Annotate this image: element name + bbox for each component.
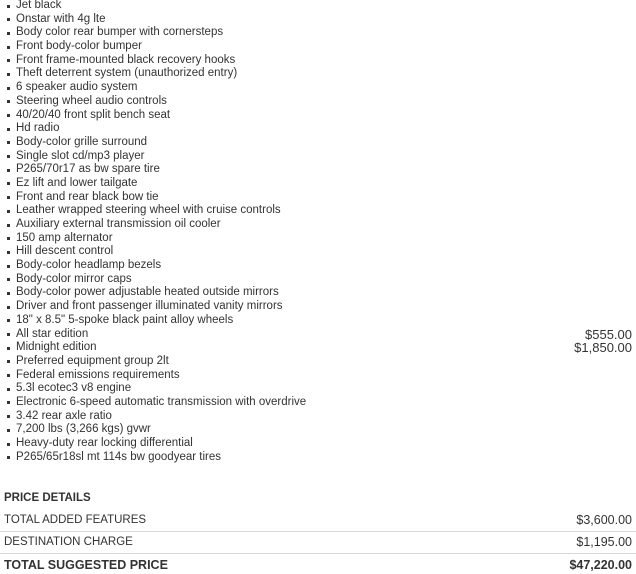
feature-label: Federal emissions requirements (16, 368, 180, 381)
feature-label: Electronic 6-speed automatic transmission with overdrive (16, 395, 307, 408)
total-added-features-label: TOTAL ADDED FEATURES (4, 514, 147, 526)
feature-label: 150 amp alternator (16, 231, 113, 244)
feature-item (0, 67, 636, 81)
total-suggested-price-label: TOTAL SUGGESTED PRICE (4, 558, 168, 572)
feature-label: 7,200 lbs (3,266 kgs) gvwr (16, 423, 151, 436)
feature-label: 40/20/40 front split bench seat (16, 108, 171, 121)
feature-item (0, 396, 636, 410)
feature-item (0, 122, 636, 136)
feature-item (0, 26, 636, 40)
feature-item (0, 341, 636, 355)
feature-label: Hd radio (16, 122, 60, 135)
feature-item (0, 437, 636, 451)
feature-item (0, 273, 636, 287)
feature-label: Midnight edition (16, 341, 97, 354)
feature-item (0, 204, 636, 218)
feature-label: Body color rear bumper with cornersteps (16, 26, 224, 39)
feature-item (0, 300, 636, 314)
feature-label: 6 speaker audio system (16, 81, 138, 94)
feature-label: Onstar with 4g lte (16, 12, 106, 25)
feature-label: 18" x 8.5" 5-spoke black paint alloy wheels (16, 313, 234, 326)
feature-label: Single slot cd/mp3 player (16, 149, 145, 162)
feature-item (0, 81, 636, 95)
feature-label: Leather wrapped steering wheel with cruise controls (16, 204, 281, 217)
feature-label: Ez lift and lower tailgate (16, 176, 138, 189)
feature-item (0, 54, 636, 68)
feature-label: Heavy-duty rear locking differential (16, 437, 193, 449)
feature-item (0, 259, 636, 273)
feature-item (0, 369, 636, 383)
feature-label: Body-color headlamp bezels (16, 259, 162, 272)
feature-item (0, 150, 636, 164)
feature-item (0, 355, 636, 369)
feature-label: Driver and front passenger illuminated vanity mirrors (16, 300, 283, 313)
feature-label: Hill descent control (16, 245, 114, 258)
feature-item (0, 218, 636, 232)
destination-charge-value: $1,195.00 (576, 535, 632, 549)
feature-item (0, 13, 636, 27)
feature-label: All star edition (16, 327, 89, 340)
feature-label: Jet black (16, 0, 62, 11)
divider (0, 553, 636, 554)
total-added-features-row (4, 512, 632, 528)
feature-item (0, 245, 636, 259)
feature-item (0, 40, 636, 54)
divider (0, 531, 636, 532)
feature-label: Front and rear black bow tie (16, 190, 159, 203)
feature-price: $1,850.00 (574, 340, 632, 356)
feature-item (0, 163, 636, 177)
feature-label: Auxiliary external transmission oil cooler (16, 218, 221, 230)
feature-label: 3.42 rear axle ratio (16, 409, 112, 422)
feature-item (0, 423, 636, 437)
feature-item (0, 191, 636, 205)
feature-label: P265/65r18sl mt 114s bw goodyear tires (16, 450, 221, 463)
feature-item (0, 314, 636, 328)
feature-label: Front body-color bumper (16, 40, 142, 53)
total-suggested-price-row (4, 557, 632, 573)
feature-item (0, 451, 636, 465)
feature-label: Body-color power adjustable heated outside mirrors (16, 286, 279, 299)
feature-item (0, 95, 636, 109)
feature-item (0, 136, 636, 150)
feature-label: Theft deterrent system (unauthorized entry) (16, 67, 238, 80)
destination-charge-label: DESTINATION CHARGE (4, 536, 133, 548)
feature-label: Front frame-mounted black recovery hooks (16, 53, 236, 66)
feature-label: Body-color mirror caps (16, 272, 132, 285)
feature-item (0, 286, 636, 300)
feature-label: 5.3l ecotec3 v8 engine (16, 382, 132, 395)
feature-label: Steering wheel audio controls (16, 94, 167, 107)
feature-item (0, 410, 636, 424)
feature-item (0, 0, 636, 13)
feature-item (0, 177, 636, 191)
total-suggested-price-value: $47,220.00 (569, 558, 632, 572)
feature-price: $555.00 (585, 326, 632, 342)
feature-label: Body-color grille surround (16, 135, 148, 148)
destination-charge-row (4, 534, 632, 550)
feature-item (0, 232, 636, 246)
feature-item (0, 382, 636, 396)
feature-label: P265/70r17 as bw spare tire (16, 163, 160, 176)
feature-item (0, 109, 636, 123)
feature-item (0, 328, 636, 342)
total-added-features-value: $3,600.00 (576, 513, 632, 527)
feature-label: Preferred equipment group 2lt (16, 354, 169, 367)
price-details-heading: PRICE DETAILS (4, 492, 91, 504)
